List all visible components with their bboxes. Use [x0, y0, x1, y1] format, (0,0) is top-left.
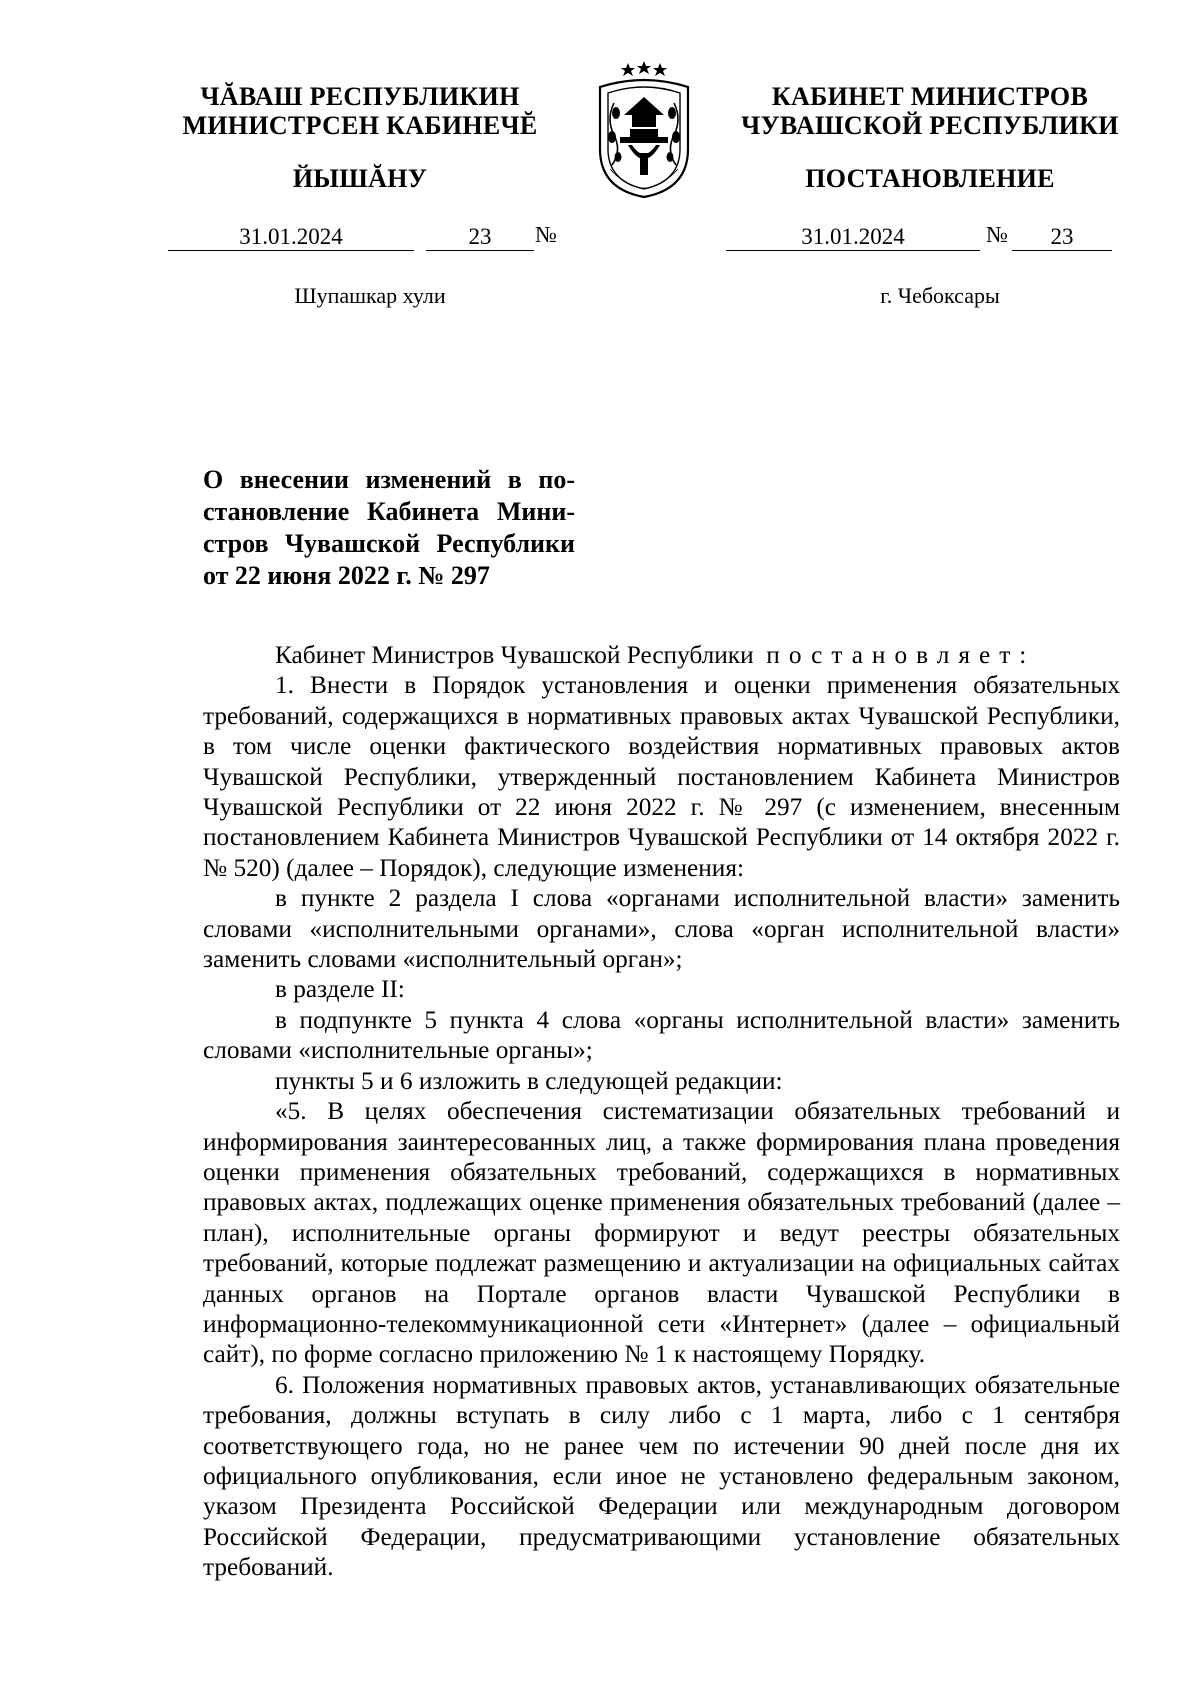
subject-line-3: стров Чувашской Республики: [203, 529, 575, 558]
header-right-title: [720, 82, 1140, 140]
paragraph-7: 6. Положения нормативных правовых актов, устанавливающих обязательные требования, должны вступать в силу либо с 1 марта, либо с 1 сентября соответствующего года, но не ранее чем по истечении 90 дней после дня их официального опубликования, если иное не установлено федеральным законом, указом Президента Российской Федерации или международным договором Российской Федерации, предусматривающими установление обязательных требований.: [203, 1370, 1120, 1582]
document-body: [203, 640, 1120, 1583]
coat-of-arms-icon: [572, 57, 716, 201]
paragraph-2: в пункте 2 раздела I слова «органами исполнительной власти» заменить словами «исполнительными органами», слова «орган исполнительной власти» заменить словами «исполнительный орган»;: [203, 884, 1120, 974]
header-right-doc-type: ПОСТАНОВЛЕНИЕ: [805, 164, 1055, 193]
header-left-doc-type: ЙЫШĂНУ: [292, 164, 428, 193]
header-right-line2: ЧУВАШСКОЙ РЕСПУБЛИКИ: [741, 111, 1119, 140]
subject-line-1: О внесении изменений в по-: [203, 465, 575, 494]
intro-paragraph: [203, 640, 1120, 670]
right-date-field: 31.01.2024: [726, 224, 980, 251]
left-date-field: 31.01.2024: [168, 224, 414, 251]
paragraph-4: в подпункте 5 пункта 4 слова «органы исполнительной власти» заменить словами «исполнительные органы»;: [203, 1005, 1120, 1065]
intro-text: Кабинет Министров Чувашской Республики: [275, 641, 754, 669]
header-left-title: [150, 82, 570, 140]
paragraph-1: 1. Внести в Порядок установления и оценки применения обязательных требований, содержащихся в нормативных правовых актах Чувашской Республики, в том числе оценки фактического воздействия нормативных правовых актов Чувашской Республики, утвержденный постановлением Кабинета Министров Чувашской Республики от 22 июня 2022 г. № 297 (с изменением, внесенным постановлением Кабинета Министров Чувашской Республики от 14 октября 2022 г. № 520) (далее – Порядок), следующие изменения:: [203, 671, 1120, 882]
header-left-line1: ЧĂВАШ РЕСПУБЛИКИН: [200, 82, 520, 111]
subject-line-2: становление Кабинета Мини-: [203, 497, 575, 526]
paragraph-6: «5. В целях обеспечения систематизации обязательных требований и информирования заинтересованных лиц, а также формирования плана проведения оценки применения обязательных требований, содержащихся в нормативных правовых актах, подлежащих оценке применения обязательных требований (далее – план), исполнительные органы формируют и ведут реестры обязательных требований, которые подлежат размещению и актуализации на официальных сайтах данных органов на Портале органов власти Чувашской Республики в информационно-телекоммуникационной сети «Интернет» (далее – официальный сайт), по форме согласно приложению № 1 к настоящему Порядку.: [203, 1097, 1120, 1369]
document-subject: [203, 464, 575, 592]
paragraph-3: в разделе II:: [275, 975, 405, 1004]
right-number-field: 23: [1012, 224, 1112, 251]
header-left-line2: МИНИСТРСЕН КАБИНЕЧĔ: [182, 111, 538, 140]
subject-line-4: от 22 июня 2022 г. № 297: [203, 561, 490, 590]
left-city: Шупашкар хули: [294, 283, 446, 308]
intro-resolves: постановляет:: [766, 641, 1036, 669]
left-number-field: 23: [426, 224, 534, 251]
header-right-line1: КАБИНЕТ МИНИСТРОВ: [771, 82, 1089, 111]
coat-of-arms-emblem: [572, 57, 716, 201]
right-number-sign: №: [986, 222, 1008, 247]
right-city: г. Чебоксары: [880, 283, 1000, 308]
left-number-sign: №: [535, 222, 557, 247]
paragraph-5: пункты 5 и 6 изложить в следующей редакции:: [275, 1066, 783, 1095]
